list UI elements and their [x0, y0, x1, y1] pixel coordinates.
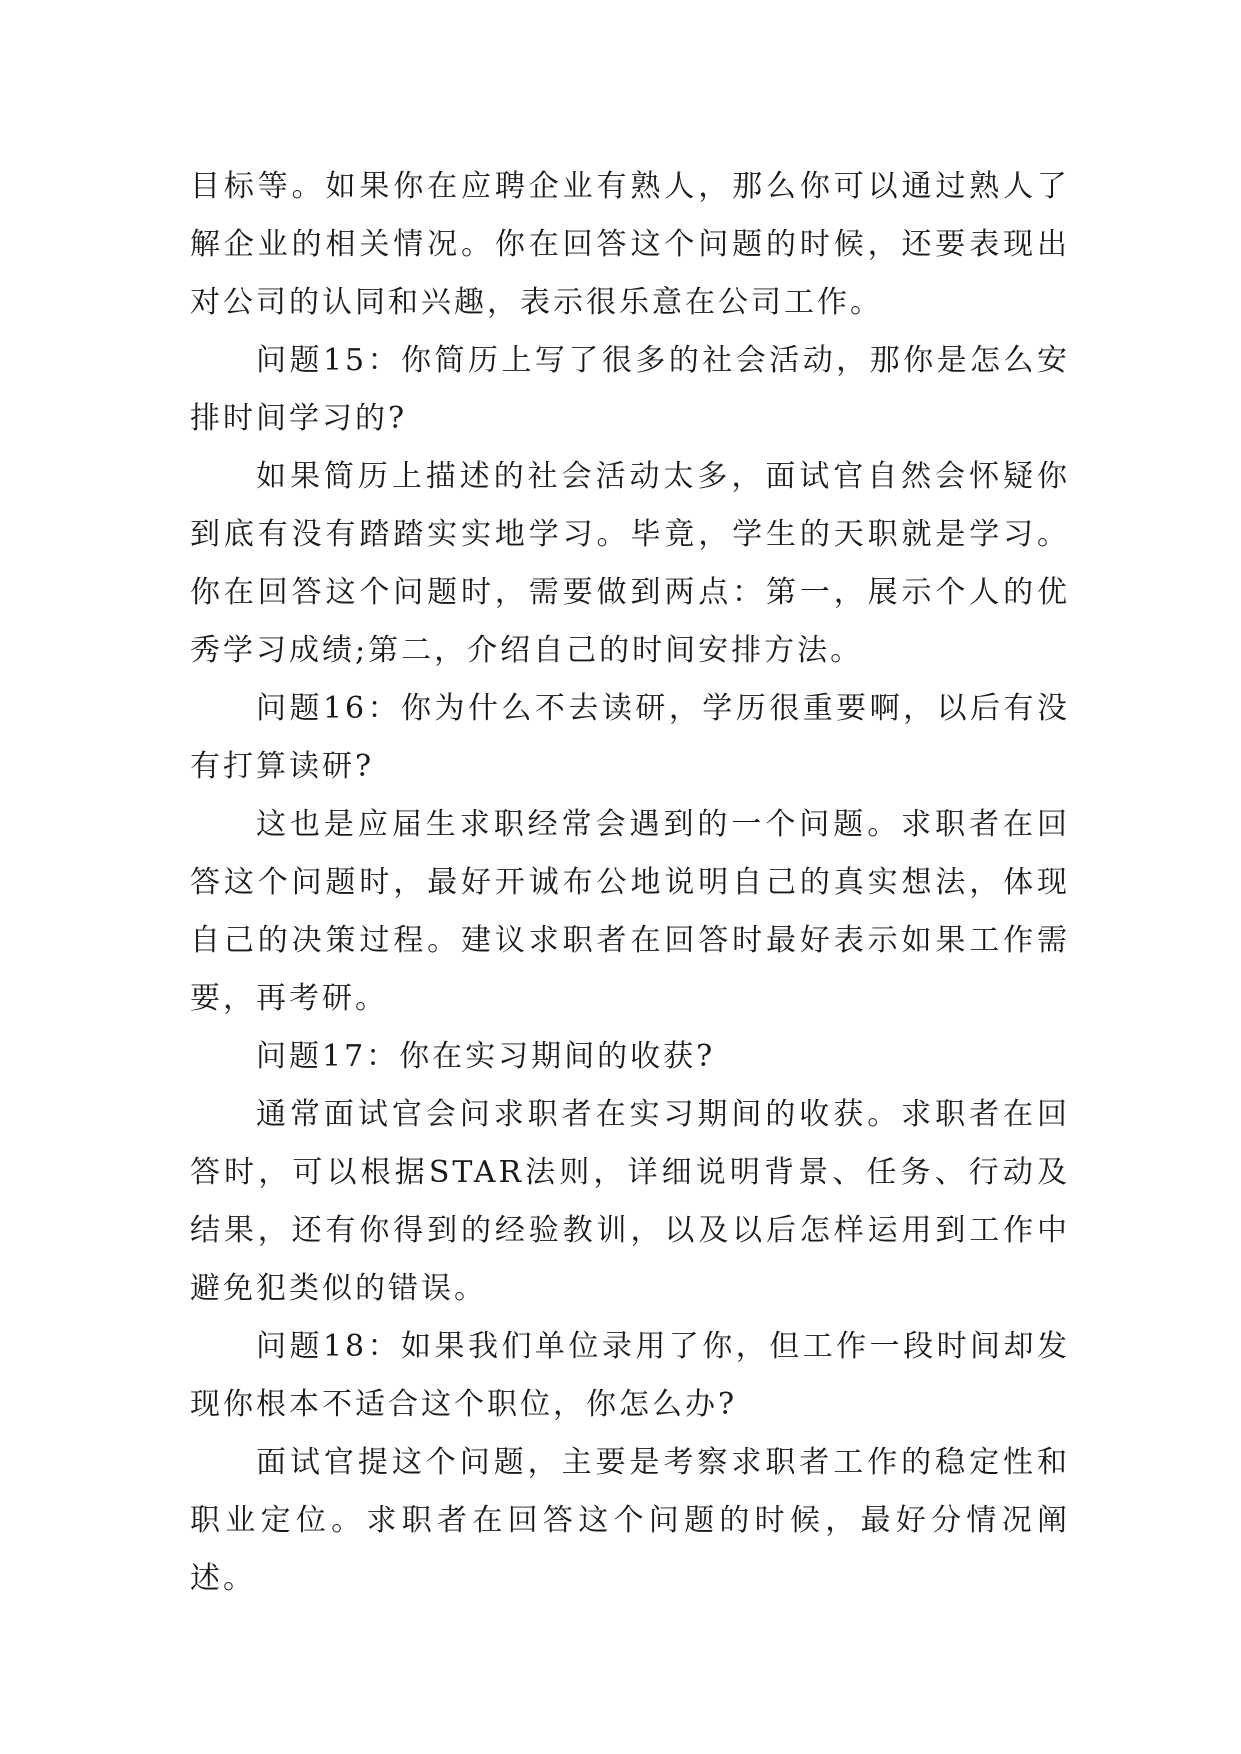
answer-18: 面试官提这个问题，主要是考察求职者工作的稳定性和职业定位。求职者在回答这个问题的时候，最好分情况阐述。: [190, 1445, 1070, 1596]
document-body: [190, 158, 1070, 1608]
question-17: 问题17：你在实习期间的收获?: [256, 1039, 716, 1074]
answer-15: 如果简历上描述的社会活动太多，面试官自然会怀疑你到底有没有踏踏实实地学习。毕竟，学生的天职就是学习。你在回答这个问题时，需要做到两点：第一，展示个人的优秀学习成绩;第二，介绍自己的时间安排方法。: [190, 459, 1070, 668]
question-18: 问题18：如果我们单位录用了你，但工作一段时间却发现你根本不适合这个职位，你怎么办?: [190, 1329, 1070, 1422]
question-16: 问题16：你为什么不去读研，学历很重要啊，以后有没有打算读研?: [190, 691, 1070, 784]
answer-17: 通常面试官会问求职者在实习期间的收获。求职者在回答时，可以根据STAR法则，详细说明背景、任务、行动及结果，还有你得到的经验教训，以及以后怎样运用到工作中避免犯类似的错误。: [190, 1097, 1070, 1306]
paragraph-continuation: 目标等。如果你在应聘企业有熟人，那么你可以通过熟人了解企业的相关情况。你在回答这个问题的时候，还要表现出对公司的认同和兴趣，表示很乐意在公司工作。: [190, 169, 1070, 320]
question-15: 问题15：你简历上写了很多的社会活动，那你是怎么安排时间学习的?: [190, 343, 1070, 436]
answer-16: 这也是应届生求职经常会遇到的一个问题。求职者在回答这个问题时，最好开诚布公地说明自己的真实想法，体现自己的决策过程。建议求职者在回答时最好表示如果工作需要，再考研。: [190, 807, 1070, 1016]
